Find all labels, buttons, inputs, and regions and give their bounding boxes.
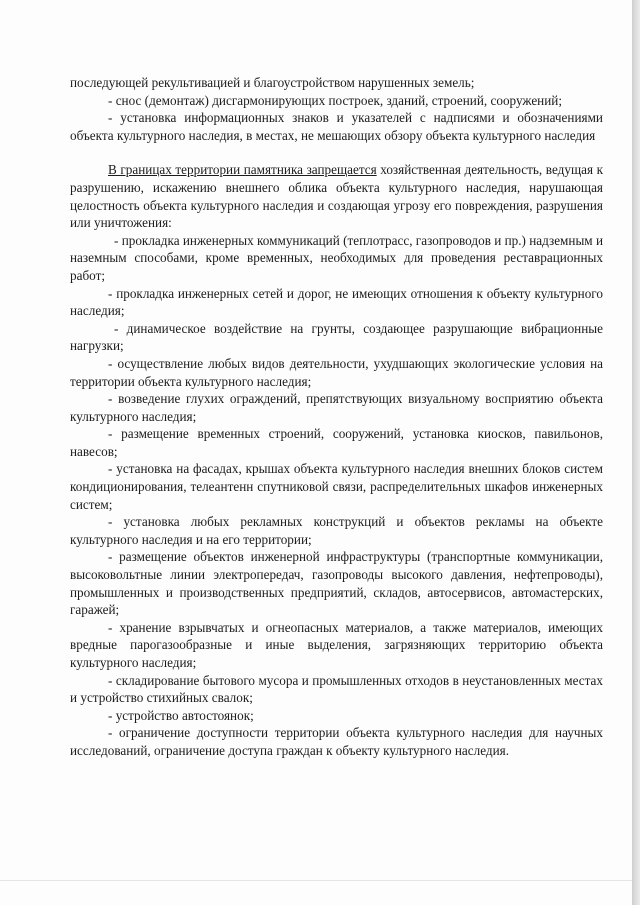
prohibited-item: - динамическое воздействие на грунты, создающее разрушающие вибрационные нагрузки;: [70, 320, 603, 354]
prohibited-item: - размещение временных строений, сооружений, установка киосков, павильонов, навесов;: [70, 426, 603, 459]
prohibited-item: - хранение взрывчатых и огнеопасных материалов, а также материалов, имеющих вредные парогазообразные и иные выделения, загрязняющих территорию объекта культурного наследия;: [70, 619, 603, 670]
prohibited-item: - устройство автостоянок;: [108, 707, 254, 723]
prohibited-item: - установка любых рекламных конструкций и объектов рекламы на объекте культурного наследия и на его территории;: [70, 514, 603, 547]
prohibited-item: - складирование бытового мусора и промышленных отходов в неустановленных местах и устройство стихийных свалок;: [70, 672, 603, 706]
paragraph-land-reclamation: последующей рекультивацией и благоустройством нарушенных земель;: [70, 75, 475, 90]
prohibited-item: - возведение глухих ограждений, препятствующих визуальному восприятию объекта культурного наследия;: [70, 391, 603, 424]
prohibitions-text: хозяйственная деятельность, ведущая к разрушению, искажению внешнего облика объекта культурного наследия, нарушающая целостность объекта культурного наследия и создающая угрозу его повреждения, разрушения или уничтожения:: [70, 162, 603, 231]
paragraph-prohibitions: [70, 161, 603, 231]
paragraph-gap: [70, 144, 603, 161]
prohibited-item: - размещение объектов инженерной инфраструктуры (транспортные коммуникации, высоковольтные линии электропередач, газопроводы высокого давления, нефтепроводы), промышленных и производственных предприятий, складов, автосервисов, автомастерских, гаражей;: [70, 549, 603, 618]
document-body: [70, 74, 603, 760]
item-info-signs: - установка информационных знаков и указателей с надписями и обозначениями объекта культурного наследия, в местах, не мешающих обзору объекта культурного наследия: [70, 110, 603, 143]
prohibited-item: - ограничение доступности территории объекта культурного наследия для научных исследований, ограничение доступа граждан к объекту культурного наследия.: [70, 725, 603, 758]
page-bottom-edge: [0, 880, 632, 881]
item-demolition: - снос (демонтаж) дисгармонирующих построек, зданий, строений, сооружений;: [108, 92, 563, 108]
prohibited-item: - прокладка инженерных сетей и дорог, не имеющих отношения к объекту культурного наследия;: [70, 285, 603, 319]
prohibitions-heading: В границах территории памятника запрещается: [108, 162, 377, 178]
prohibited-item: - прокладка инженерных коммуникаций (теплотрасс, газопроводов и пр.) надземным и наземным способами, кроме временных, необходимых для проведения реставрационных работ;: [70, 232, 604, 283]
scan-right-edge: [632, 0, 640, 905]
prohibited-item: - установка на фасадах, крышах объекта культурного наследия внешних блоков систем кондиционирования, телеантенн спутниковой связи, распределительных шкафов инженерных систем;: [70, 461, 603, 512]
prohibited-item: - осуществление любых видов деятельности, ухудшающих экологические условия на территории объекта культурного наследия;: [70, 355, 603, 389]
